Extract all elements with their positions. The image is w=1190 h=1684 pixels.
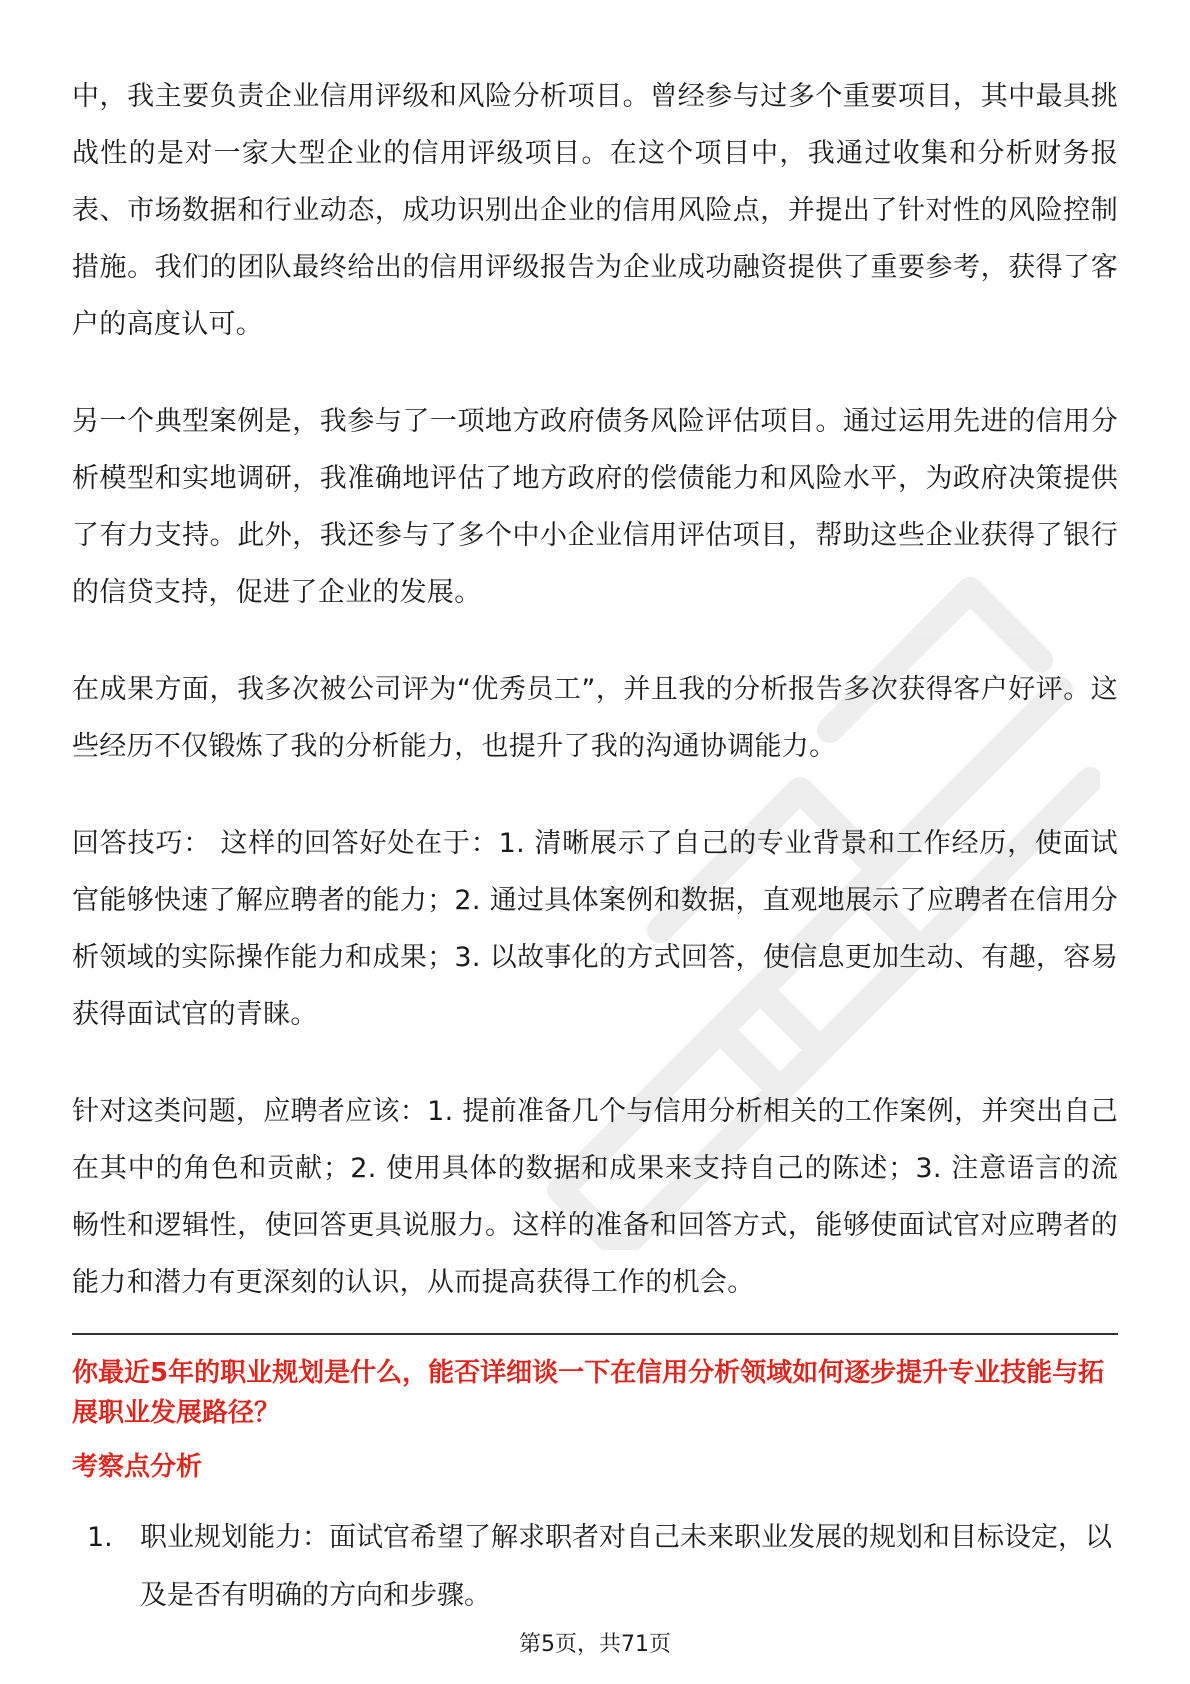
body-paragraph-3: 在成果方面，我多次被公司评为“优秀员工”，并且我的分析报告多次获得客户好评。这些经历不仅锻炼了我的分析能力，也提升了我的沟通协调能力。	[72, 674, 1118, 762]
document-content	[72, 68, 1118, 1625]
list-item-text: 职业规划能力：面试官希望了解求职者对自己未来职业发展的规划和目标设定，以及是否有明确的方向和步骤。	[140, 1522, 1112, 1611]
answer-tips-paragraph: 回答技巧： 这样的回答好处在于：1. 清晰展示了自己的专业背景和工作经历，使面试官能够快速了解应聘者的能力；2. 通过具体案例和数据，直观地展示了应聘者在信用分析领域的实际操作能力和成果；3. 以故事化的方式回答，使信息更加生动、有趣，容易获得面试官的青睐。	[72, 828, 1118, 1030]
page-footer: 第5页，共71页	[519, 1632, 671, 1657]
interview-question: 你最近5年的职业规划是什么，能否详细谈一下在信用分析领域如何逐步提升专业技能与拓展职业发展路径？	[72, 1358, 1105, 1428]
advice-paragraph: 针对这类问题，应聘者应该：1. 提前准备几个与信用分析相关的工作案例，并突出自己在其中的角色和贡献；2. 使用具体的数据和成果来支持自己的陈述；3. 注意语言的流畅性和逻辑性，使回答更具说服力。这样的准备和回答方式，能够使面试官对应聘者的能力和潜力有更深刻的认识，从而提高获得工作的机会。	[72, 1096, 1118, 1298]
list-item-number: 1.	[87, 1522, 113, 1553]
list-item	[87, 1509, 1118, 1625]
analysis-list	[72, 1509, 1118, 1625]
section-heading: 考察点分析	[72, 1452, 203, 1482]
body-paragraph-2: 另一个典型案例是，我参与了一项地方政府债务风险评估项目。通过运用先进的信用分析模型和实地调研，我准确地评估了地方政府的偿债能力和风险水平，为政府决策提供了有力支持。此外，我还参与了多个中小企业信用评估项目，帮助这些企业获得了银行的信贷支持，促进了企业的发展。	[72, 406, 1118, 608]
section-divider	[72, 1333, 1118, 1335]
body-paragraph-1: 中，我主要负责企业信用评级和风险分析项目。曾经参与过多个重要项目，其中最具挑战性的是对一家大型企业的信用评级项目。在这个项目中，我通过收集和分析财务报表、市场数据和行业动态，成功识别出企业的信用风险点，并提出了针对性的风险控制措施。我们的团队最终给出的信用评级报告为企业成功融资提供了重要参考，获得了客户的高度认可。	[72, 81, 1118, 340]
